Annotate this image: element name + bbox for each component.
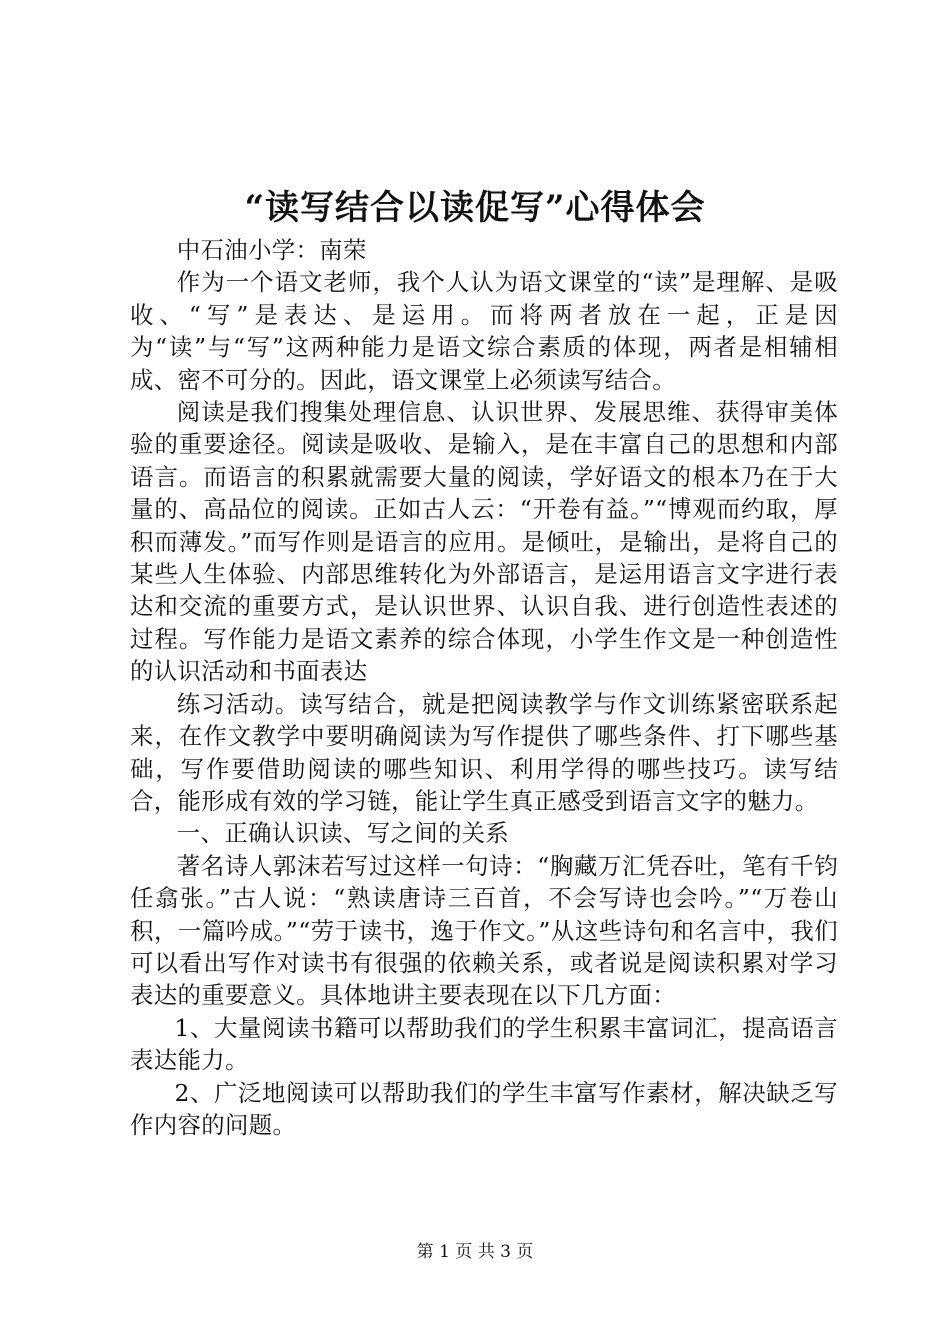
section-heading: 一、正确认识读、写之间的关系 [176, 819, 510, 848]
list-item: 1、大量阅读书籍可以帮助我们的学生积累丰富词汇，提高语言表达能力。 [130, 1013, 838, 1075]
list-item: 2、广泛地阅读可以帮助我们的学生丰富写作素材，解决缺乏写作内容的问题。 [130, 1078, 838, 1139]
paragraph: 著名诗人郭沫若写过这样一句诗：“胸藏万汇凭吞吐，笔有千钧任翕张。”古人说：“熟读唐诗三百首，不会写诗也会吟。”“万卷山积，一篇吟成。”“劳于读书，逸于作文。”从这些诗句和名言中，我们可以看出写作对读书有很强的依赖关系，或者说是阅读积累对学习表达的重要意义。具体地讲主要表现在以下几方面： [130, 851, 838, 1010]
paragraph: 阅读是我们搜集处理信息、认识世界、发展思维、获得审美体验的重要途径。阅读是吸收、是输入，是在丰富自己的思想和内部语言。而语言的积累就需要大量的阅读，学好语文的根本乃在于大量的、高品位的阅读。正如古人云：“开卷有益。”“博观而约取，厚积而薄发。”而写作则是语言的应用。是倾吐，是输出，是将自己的某些人生体验、内部思维转化为外部语言，是运用语言文字进行表达和交流的重要方式，是认识世界、认识自我、进行创造性表述的过程。写作能力是语文素养的综合体现，小学生作文是一种创造性的认识活动和书面表达 [130, 398, 838, 686]
paragraph: 练习活动。读写结合，就是把阅读教学与作文训练紧密联系起来，在作文教学中要明确阅读为写作提供了哪些条件、打下哪些基础，写作要借助阅读的哪些知识、利用学得的哪些技巧。读写结合，能形成有效的学习链，能让学生真正感受到语言文字的魅力。 [130, 689, 838, 815]
document-title: “读写结合以读促写”心得体会 [244, 188, 706, 228]
author-line: 中石油小学：南荣 [176, 236, 367, 264]
document-body [130, 234, 838, 1141]
paragraph: 作为一个语文老师，我个人认为语文课堂的“读”是理解、是吸收、“写”是表达、是运用。而将两者放在一起，正是因为“读”与“写”这两种能力是语文综合素质的体现，两者是相辅相成、密不可分的。因此，语文课堂上必须读写结合。 [130, 268, 838, 394]
page-footer: 第 1 页 共 3 页 [416, 1242, 534, 1262]
